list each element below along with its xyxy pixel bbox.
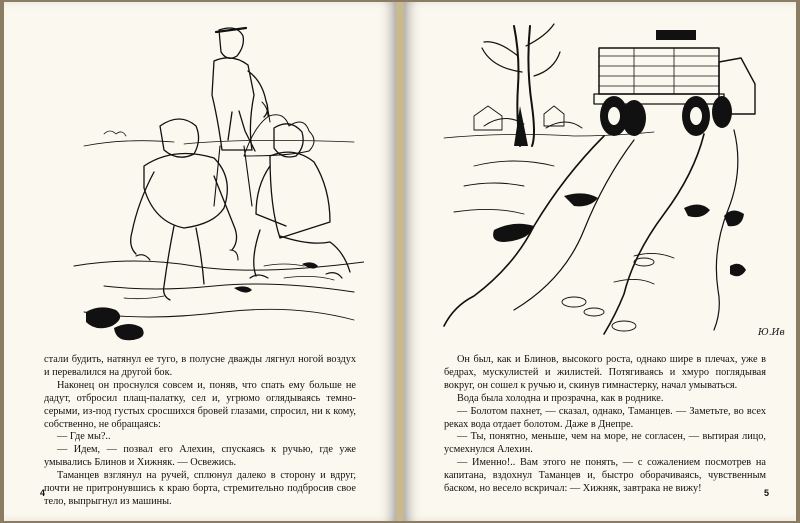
left-page-text — [44, 354, 356, 509]
page-number-right: 5 — [764, 488, 770, 498]
paragraph: Вода была холодна и прозрачна, как в роднике. — [457, 392, 664, 404]
left-page — [4, 2, 396, 521]
paragraph: Наконец он проснулся совсем и, поняв, что спать ему больше не дадут, отбросил плащ-палатку, сел и, угрюмо оглядываясь темно-серыми, из-под густых сросшихся бровей глазами, спросил, ни к кому, собственно, не обращаясь: — [44, 379, 356, 430]
paragraph: — Именно!.. Вам этого не понять, — с сожалением посмотрев на капитана, вздохнул Таманцев и, быстро оборачиваясь, чувственным баском, но весело вскричал: — Хижняк, завтрака не вижу! — [444, 457, 766, 495]
page-number-left: 4 — [40, 488, 46, 498]
illustration-truck-on-road — [434, 16, 774, 346]
paragraph: — Идем, — позвал его Алехин, спускаясь к ручью, где уже умывались Блинов и Хижняк. — Освежись. — [44, 444, 356, 469]
book-gutter — [396, 2, 404, 521]
paragraph: стали будить, натянул ее туго, в полусне дважды лягнул ногой воздух и перевалился на другой бок. — [44, 354, 356, 378]
paragraph: Он был, как и Блинов, высокого роста, однако шире в плечах, уже в бедрах, мускулистей и жилистей. Потягиваясь и хмуро поглядывая вокруг, он сошел к ручью и, скинув гимнастерку, начал умываться. — [444, 354, 766, 391]
right-page-text — [444, 354, 766, 496]
book-spread — [4, 2, 796, 521]
paragraph: Таманцев взглянул на ручей, сплюнул далеко в сторону и вдруг, почти не притронувшись к краю борта, стремительно подбросив свое тело, выпрыгнул из машины. — [44, 470, 356, 507]
paragraph: — Ты, понятно, меньше, чем на море, не согласен, — вытирая лицо, усмехнулся Алехин. — [444, 431, 766, 456]
paragraph: — Где мы?.. — [57, 431, 111, 443]
right-page — [404, 2, 796, 521]
paragraph: — Болотом пахнет, — сказал, однако, Таманцев. — Заметьте, во всех реках вода отдает болотом. Даже в Днепре. — [444, 405, 766, 430]
illustrator-signature: Ю.Ив — [758, 328, 785, 338]
illustration-soldiers-at-stream — [64, 16, 364, 346]
